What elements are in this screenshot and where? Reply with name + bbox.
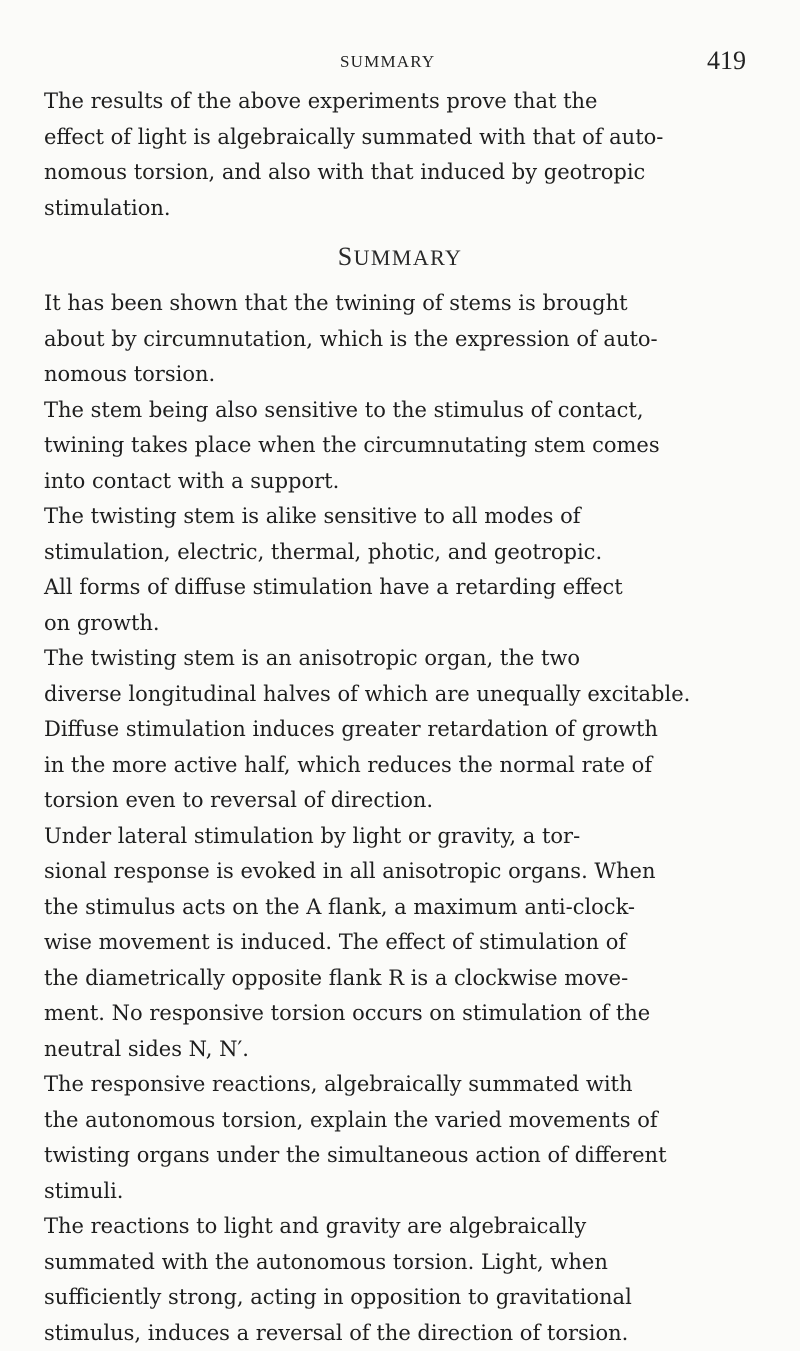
text-line: diverse longitudinal halves of which are unequally excitable. [44,677,759,713]
running-title: SUMMARY [340,52,435,72]
text-line: The twisting stem is alike sensitive to all modes of [44,499,759,535]
text-line: twining takes place when the circumnutating stem comes [44,428,759,464]
text-line: effect of light is algebraically summated with that of auto- [44,120,759,156]
text-line: Diffuse stimulation induces greater retardation of growth [44,712,759,748]
text-line: the diametrically opposite flank R is a clockwise move- [44,961,759,997]
text-line: neutral sides N, N′. [44,1032,759,1068]
text-line: ment. No responsive torsion occurs on stimulation of the [44,996,759,1032]
text-line: It has been shown that the twining of stems is brought [44,286,759,322]
text-line: Under lateral stimulation by light or gravity, a tor- [44,819,759,855]
text-line: The twisting stem is an anisotropic organ, the two [44,641,759,677]
text-line: The results of the above experiments prove that the [44,84,759,120]
text-line: wise movement is induced. The effect of stimulation of [44,925,759,961]
text-line: into contact with a support. [44,464,759,500]
text-line: on growth. [44,606,759,642]
heading-rest: UMMARY [354,245,463,270]
summary-body [44,286,759,1351]
text-line: torsion even to reversal of direction. [44,783,759,819]
text-line: stimulus, induces a reversal of the direction of torsion. [44,1316,759,1351]
running-head [0,46,800,86]
text-line: The reactions to light and gravity are algebraically [44,1209,759,1245]
page-number: 419 [707,46,746,76]
text-line: sional response is evoked in all anisotropic organs. When [44,854,759,890]
text-line: the stimulus acts on the A flank, a maximum anti-clock- [44,890,759,926]
text-line: nomous torsion. [44,357,759,393]
text-line: nomous torsion, and also with that induced by geotropic [44,155,759,191]
heading-initial: S [338,242,354,271]
text-line: summated with the autonomous torsion. Light, when [44,1245,759,1281]
text-line: the autonomous torsion, explain the varied movements of [44,1103,759,1139]
text-line: stimulation. [44,191,759,227]
text-line: All forms of diffuse stimulation have a retarding effect [44,570,759,606]
text-line: The responsive reactions, algebraically summated with [44,1067,759,1103]
text-line: sufficiently strong, acting in opposition to gravitational [44,1280,759,1316]
intro-paragraph [44,84,759,226]
text-line: twisting organs under the simultaneous action of different [44,1138,759,1174]
text-line: stimulation, electric, thermal, photic, and geotropic. [44,535,759,571]
text-line: in the more active half, which reduces the normal rate of [44,748,759,784]
text-line: stimuli. [44,1174,759,1210]
text-line: The stem being also sensitive to the stimulus of contact, [44,393,759,429]
text-line: about by circumnutation, which is the expression of auto- [44,322,759,358]
section-heading [0,242,800,272]
